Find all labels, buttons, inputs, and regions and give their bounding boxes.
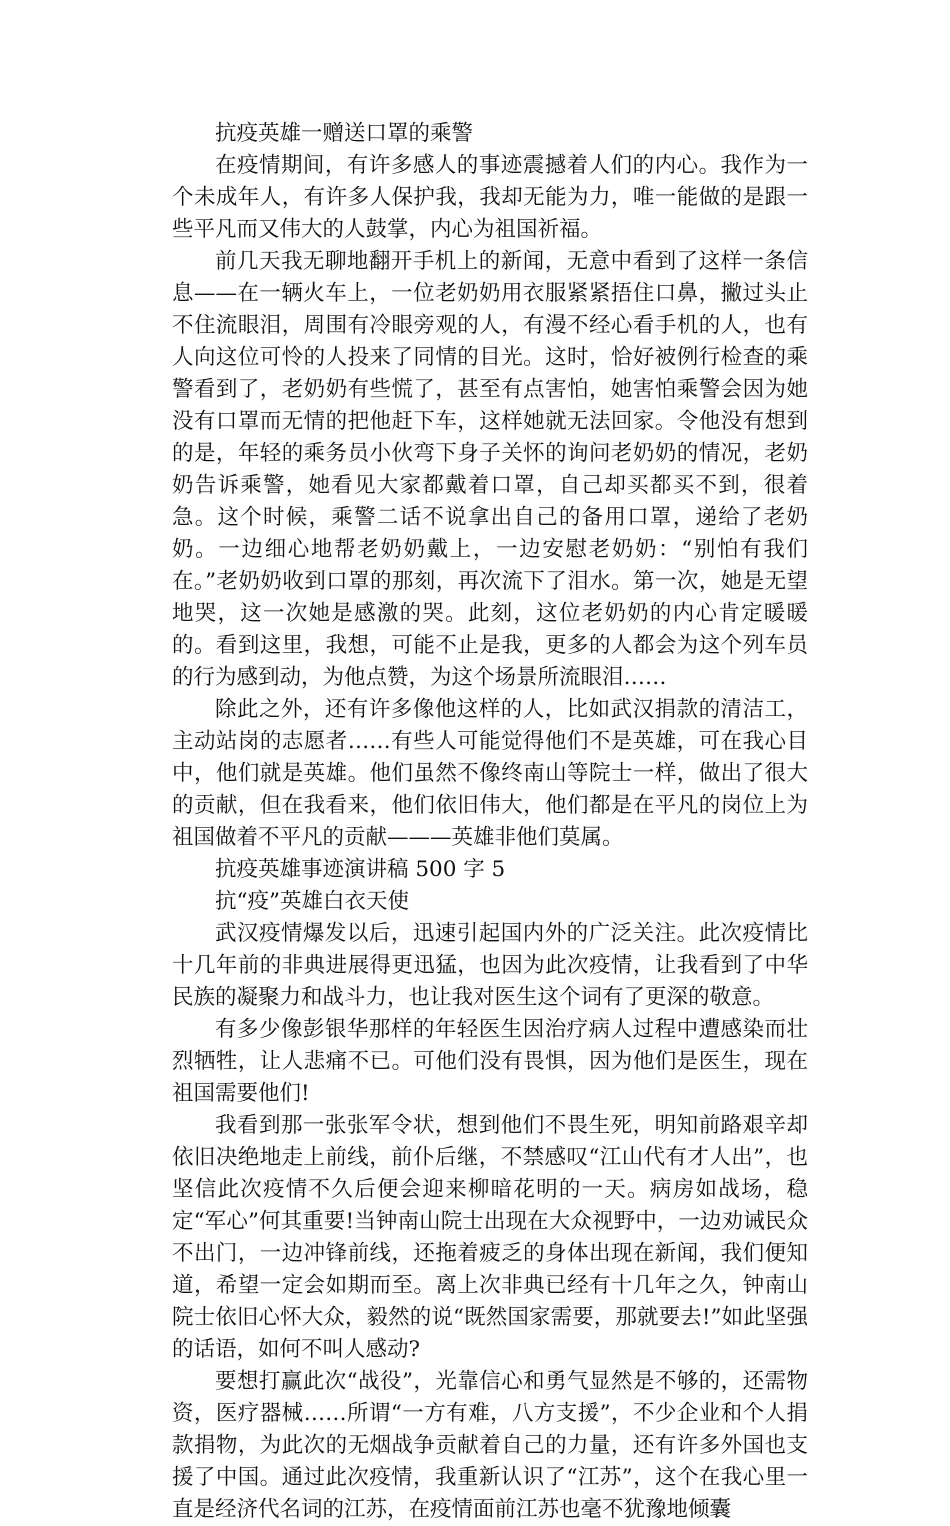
paragraph: 在疫情期间，有许多感人的事迹震撼着人们的内心。我作为一个未成年人，有许多人保护我，我却无能为力，唯一能做的是跟一些平凡而又伟大的人鼓掌，内心为祖国祈福。	[172, 153, 808, 242]
paragraph: 武汉疫情爆发以后，迅速引起国内外的广泛关注。此次疫情比十几年前的非典进展得更迅猛，也因为此次疫情，让我看到了中华民族的凝聚力和战斗力，也让我对医生这个词有了更深的敬意。	[172, 921, 808, 1010]
paragraph: 我看到那一张张军令状，想到他们不畏生死，明知前路艰辛却依旧决绝地走上前线，前仆后继，不禁感叹“江山代有才人出”，也坚信此次疫情不久后便会迎来柳暗花明的一天。病房如战场，稳定“军心”何其重要!当钟南山院士出现在大众视野中，一边劝诫民众不出门，一边冲锋前线，还拖着疲乏的身体出现在新闻，我们便知道，希望一定会如期而至。离上次非典已经有十几年之久，钟南山院士依旧心怀大众，毅然的说“既然国家需要，那就要去!”如此坚强的话语，如何不叫人感动?	[172, 1113, 808, 1362]
paragraph: 前几天我无聊地翻开手机上的新闻，无意中看到了这样一条信息——在一辆火车上，一位老奶奶用衣服紧紧捂住口鼻，撇过头止不住流眼泪，周围有冷眼旁观的人，有漫不经心看手机的人，也有人向这位可怜的人投来了同情的目光。这时，恰好被例行检查的乘警看到了，老奶奶有些慌了，甚至有点害怕，她害怕乘警会因为她没有口罩而无情的把他赶下车，这样她就无法回家。令他没有想到的是，年轻的乘务员小伙弯下身子关怀的询问老奶奶的情况，老奶奶告诉乘警，她看见大家都戴着口罩，自己却买都买不到，很着急。这个时候，乘警二话不说拿出自己的备用口罩，递给了老奶奶。一边细心地帮老奶奶戴上，一边安慰老奶奶：“别怕有我们在。”老奶奶收到口罩的那刻，再次流下了泪水。第一次，她是无望地哭，这一次她是感激的哭。此刻，这位老奶奶的内心肯定暖暖的。看到这里，我想，可能不止是我，更多的人都会为这个列车员的行为感到动，为他点赞，为这个场景所流眼泪……	[172, 249, 808, 690]
document-body	[172, 118, 808, 1526]
article-title: 抗疫英雄一赠送口罩的乘警	[215, 121, 474, 146]
paragraph: 有多少像彭银华那样的年轻医生因治疗病人过程中遭感染而壮烈牺牲，让人悲痛不已。可他们没有畏惧，因为他们是医生，现在祖国需要他们!	[172, 1017, 808, 1106]
section-subtitle: 抗“疫”英雄白衣天使	[215, 889, 409, 914]
paragraph: 要想打赢此次“战役”，光靠信心和勇气显然是不够的，还需物资，医疗器械……所谓“一方有难，八方支援”，不少企业和个人捐款捐物，为此次的无烟战争贡献着自己的力量，还有许多外国也支援了中国。通过此次疫情，我重新认识了“江苏”，这个在我心里一直是经济代名词的江苏，在疫情面前江苏也毫不犹豫地倾囊	[172, 1369, 808, 1522]
section-heading: 抗疫英雄事迹演讲稿 500 字 5	[215, 857, 506, 882]
paragraph: 除此之外，还有许多像他这样的人，比如武汉捐款的清洁工，主动站岗的志愿者……有些人可能觉得他们不是英雄，可在我心目中，他们就是英雄。他们虽然不像终南山等院士一样，做出了很大的贡献，但在我看来，他们依旧伟大，他们都是在平凡的岗位上为祖国做着不平凡的贡献———英雄非他们莫属。	[172, 697, 808, 850]
